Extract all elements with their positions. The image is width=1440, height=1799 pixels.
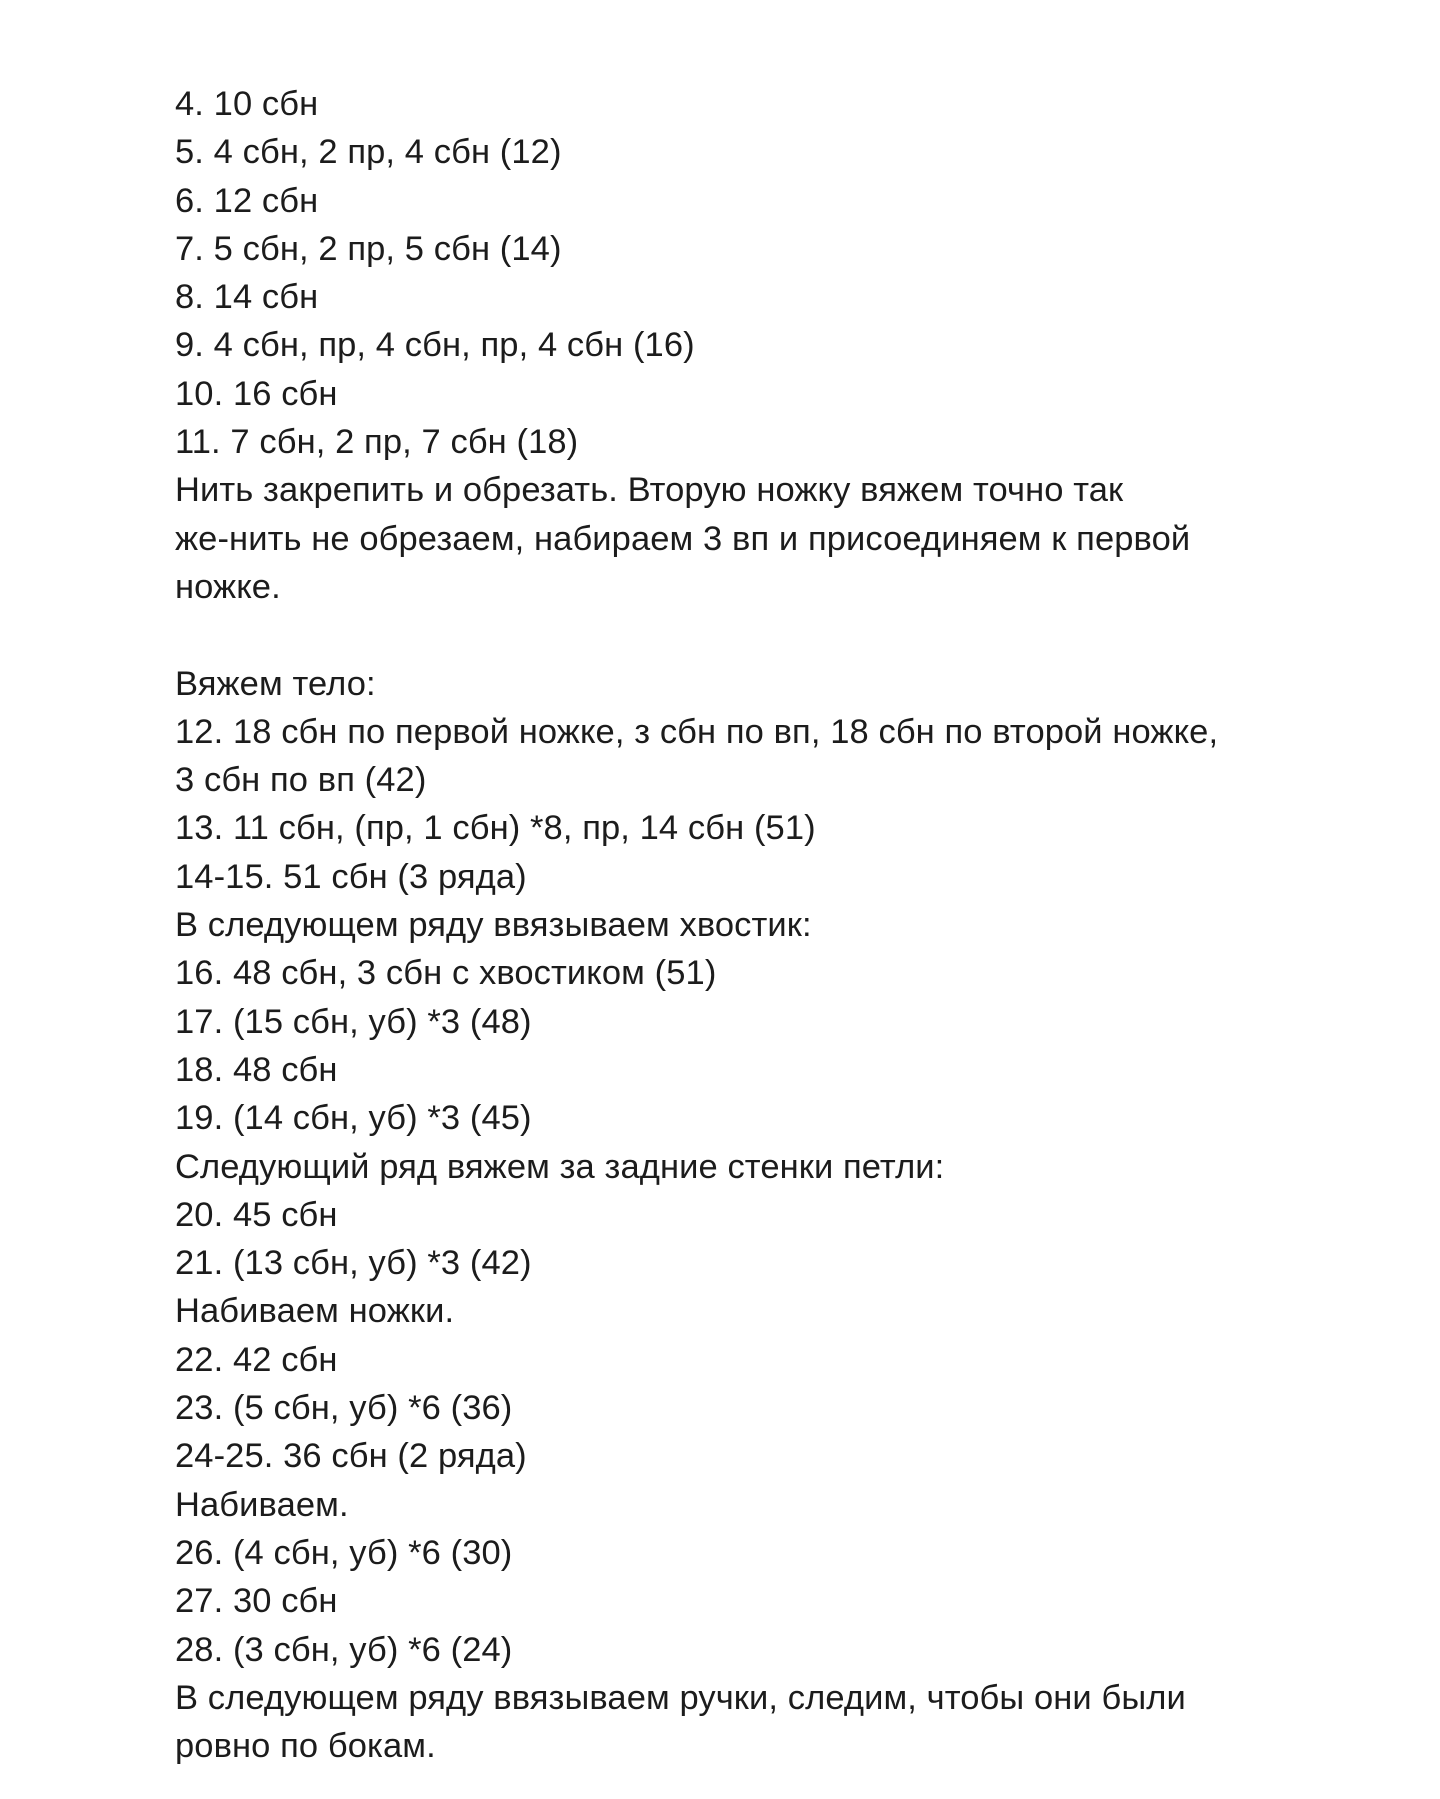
blank-line	[175, 611, 1295, 659]
pattern-row: 11. 7 сбн, 2 пр, 7 сбн (18)	[175, 423, 579, 462]
pattern-row: 8. 14 сбн	[175, 278, 319, 317]
pattern-document	[175, 80, 1295, 1770]
pattern-row: 7. 5 сбн, 2 пр, 5 сбн (14)	[175, 229, 562, 268]
pattern-row: 26. (4 сбн, уб) *6 (30)	[175, 1533, 513, 1572]
pattern-row: 16. 48 сбн, 3 сбн с хвостиком (51)	[175, 954, 717, 993]
pattern-row: 10. 16 сбн	[175, 374, 338, 413]
pattern-row: 18. 48 сбн	[175, 1050, 338, 1089]
instruction-note-arms-line: В следующем ряду ввязываем ручки, следим, чтобы они были	[175, 1678, 1186, 1717]
pattern-row: 23. (5 сбн, уб) *6 (36)	[175, 1389, 513, 1428]
pattern-row: 9. 4 сбн, пр, 4 сбн, пр, 4 сбн (16)	[175, 326, 695, 365]
pattern-row: 14-15. 51 сбн (3 ряда)	[175, 857, 527, 896]
instruction-note-stuff-legs: Набиваем ножки.	[175, 1292, 455, 1331]
instruction-note-back-loops: Следующий ряд вяжем за задние стенки петли:	[175, 1147, 945, 1186]
instruction-note-legs-line: же-нить не обрезаем, набираем 3 вп и присоединяем к первой	[175, 519, 1191, 558]
pattern-row: 17. (15 сбн, уб) *3 (48)	[175, 1002, 532, 1041]
pattern-row: 5. 4 сбн, 2 пр, 4 сбн (12)	[175, 133, 562, 172]
pattern-row: 24-25. 36 сбн (2 ряда)	[175, 1437, 527, 1476]
pattern-row: 12. 18 сбн по первой ножке, з сбн по вп, 18 сбн по второй ножке,	[175, 712, 1219, 751]
instruction-note-tail: В следующем ряду ввязываем хвостик:	[175, 906, 812, 945]
pattern-row: 22. 42 сбн	[175, 1340, 338, 1379]
instruction-note-legs-line: Нить закрепить и обрезать. Вторую ножку вяжем точно так	[175, 471, 1124, 510]
pattern-row: 21. (13 сбн, уб) *3 (42)	[175, 1244, 532, 1283]
instruction-note-arms-line: ровно по бокам.	[175, 1727, 436, 1766]
pattern-row: 3 сбн по вп (42)	[175, 761, 427, 800]
pattern-row: 20. 45 сбн	[175, 1195, 338, 1234]
instruction-note-legs-line: ножке.	[175, 567, 281, 606]
pattern-row: 28. (3 сбн, уб) *6 (24)	[175, 1630, 513, 1669]
pattern-row: 19. (14 сбн, уб) *3 (45)	[175, 1099, 532, 1138]
pattern-row: 27. 30 сбн	[175, 1582, 338, 1621]
instruction-note-stuff: Набиваем.	[175, 1485, 349, 1524]
pattern-row: 6. 12 сбн	[175, 181, 319, 220]
pattern-row: 13. 11 сбн, (пр, 1 сбн) *8, пр, 14 сбн (51)	[175, 809, 816, 848]
pattern-row: 4. 10 сбн	[175, 85, 319, 123]
section-heading-body: Вяжем тело:	[175, 664, 376, 703]
